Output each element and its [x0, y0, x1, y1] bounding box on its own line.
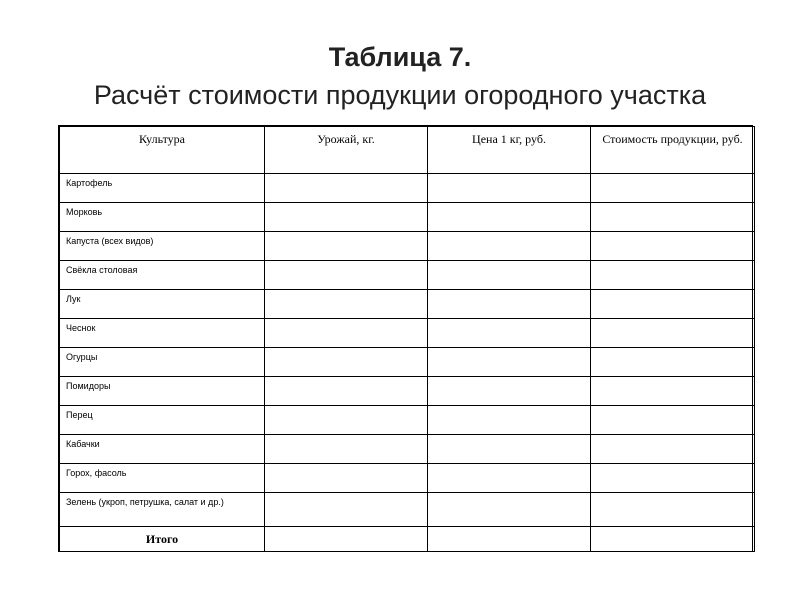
- header-crop: Культура: [60, 127, 265, 174]
- header-yield: Урожай, кг.: [265, 127, 428, 174]
- table-row: [60, 493, 755, 527]
- yield-cell[interactable]: [265, 232, 428, 261]
- table-row: [60, 435, 755, 464]
- cost-cell[interactable]: [591, 435, 755, 464]
- table-header-row: [60, 127, 755, 174]
- crop-name-cell: Кабачки: [60, 435, 265, 464]
- yield-cell[interactable]: [265, 319, 428, 348]
- table-row: [60, 464, 755, 493]
- cost-cell[interactable]: [591, 319, 755, 348]
- table-body: [60, 174, 755, 552]
- yield-cell[interactable]: [265, 435, 428, 464]
- crop-name-cell: Помидоры: [60, 377, 265, 406]
- cost-cell[interactable]: [591, 232, 755, 261]
- total-cost-cell[interactable]: [591, 527, 755, 552]
- cost-cell[interactable]: [591, 203, 755, 232]
- crop-name-cell: Лук: [60, 290, 265, 319]
- table-row: [60, 203, 755, 232]
- price-cell[interactable]: [428, 319, 591, 348]
- yield-cell[interactable]: [265, 493, 428, 527]
- yield-cell[interactable]: [265, 261, 428, 290]
- crop-name-cell: Картофель: [60, 174, 265, 203]
- price-cell[interactable]: [428, 435, 591, 464]
- cost-cell[interactable]: [591, 493, 755, 527]
- crop-name-cell: Огурцы: [60, 348, 265, 377]
- table-row: [60, 377, 755, 406]
- table-row: [60, 348, 755, 377]
- table-row: [60, 319, 755, 348]
- calculation-table-wrapper: [58, 125, 753, 552]
- crop-name-cell: Зелень (укроп, петрушка, салат и др.): [60, 493, 265, 527]
- yield-cell[interactable]: [265, 348, 428, 377]
- yield-cell[interactable]: [265, 464, 428, 493]
- table-row: [60, 261, 755, 290]
- crop-name-cell: Капуста (всех видов): [60, 232, 265, 261]
- yield-cell[interactable]: [265, 377, 428, 406]
- crop-name-cell: Морковь: [60, 203, 265, 232]
- cost-cell[interactable]: [591, 290, 755, 319]
- crop-name-cell: Чеснок: [60, 319, 265, 348]
- crop-name-cell: Перец: [60, 406, 265, 435]
- cost-cell[interactable]: [591, 348, 755, 377]
- price-cell[interactable]: [428, 290, 591, 319]
- calculation-table: [59, 126, 755, 552]
- yield-cell[interactable]: [265, 290, 428, 319]
- price-cell[interactable]: [428, 232, 591, 261]
- table-row: [60, 290, 755, 319]
- price-cell[interactable]: [428, 464, 591, 493]
- cost-cell[interactable]: [591, 261, 755, 290]
- page-subtitle: Расчёт стоимости продукции огородного участка: [93, 80, 707, 110]
- price-cell[interactable]: [428, 377, 591, 406]
- title-block: [0, 38, 800, 114]
- yield-cell[interactable]: [265, 203, 428, 232]
- page-title: Таблица 7.: [328, 42, 472, 72]
- cost-cell[interactable]: [591, 406, 755, 435]
- cost-cell[interactable]: [591, 174, 755, 203]
- price-cell[interactable]: [428, 493, 591, 527]
- price-cell[interactable]: [428, 261, 591, 290]
- total-price-cell[interactable]: [428, 527, 591, 552]
- crop-name-cell: Свёкла столовая: [60, 261, 265, 290]
- table-row: [60, 406, 755, 435]
- table-row: [60, 174, 755, 203]
- cost-cell[interactable]: [591, 464, 755, 493]
- price-cell[interactable]: [428, 203, 591, 232]
- price-cell[interactable]: [428, 174, 591, 203]
- cost-cell[interactable]: [591, 377, 755, 406]
- total-label: Итого: [60, 527, 265, 552]
- table-row: [60, 232, 755, 261]
- total-row: [60, 527, 755, 552]
- total-yield-cell[interactable]: [265, 527, 428, 552]
- header-price: Цена 1 кг, руб.: [428, 127, 591, 174]
- price-cell[interactable]: [428, 406, 591, 435]
- price-cell[interactable]: [428, 348, 591, 377]
- yield-cell[interactable]: [265, 174, 428, 203]
- crop-name-cell: Горох, фасоль: [60, 464, 265, 493]
- header-cost: Стоимость продукции, руб.: [591, 127, 755, 174]
- yield-cell[interactable]: [265, 406, 428, 435]
